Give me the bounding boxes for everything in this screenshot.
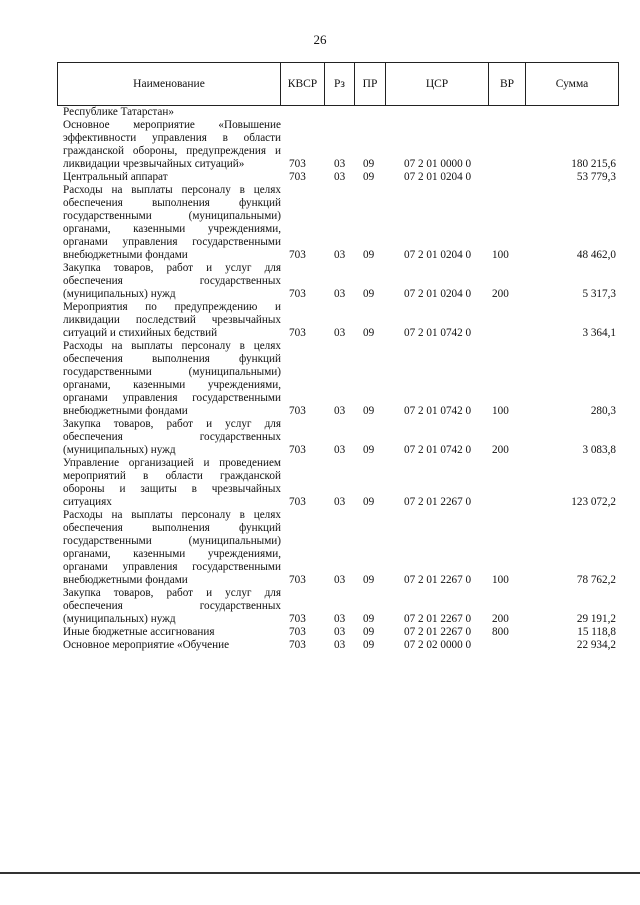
row-kvsr: 703 xyxy=(289,327,306,339)
row-name: Расходы на выплаты персоналу в целях обеспечения выполнения функций государственными (муниципальными) органами, казенными учреждениями, органами управления государственными внебюджетными фондами xyxy=(63,340,281,417)
table-row xyxy=(57,639,618,652)
row-name: Республике Татарстан» xyxy=(63,106,174,118)
row-vr: 100 xyxy=(492,249,509,261)
row-name: Центральный аппарат xyxy=(63,171,168,183)
table-row xyxy=(57,626,618,639)
row-rz: 03 xyxy=(334,405,346,417)
row-name: Расходы на выплаты персоналу в целях обеспечения выполнения функций государственными (муниципальными) органами, казенными учреждениями, органами управления государственными внебюджетными фондами xyxy=(63,509,281,586)
row-kvsr: 703 xyxy=(289,405,306,417)
row-sum: 280,3 xyxy=(590,405,616,417)
table-row xyxy=(57,457,618,509)
row-sum: 3 364,1 xyxy=(582,327,616,339)
row-pr: 09 xyxy=(363,496,375,508)
row-sum: 5 317,3 xyxy=(582,288,616,300)
row-pr: 09 xyxy=(363,574,375,586)
row-name: Закупка товаров, работ и услуг для обеспечения государственных (муниципальных) нужд xyxy=(63,587,281,625)
row-pr: 09 xyxy=(363,405,375,417)
row-csr: 07 2 01 2267 0 xyxy=(404,626,472,638)
row-rz: 03 xyxy=(334,496,346,508)
row-kvsr: 703 xyxy=(289,613,306,625)
table-body xyxy=(57,106,618,652)
header-sum: Сумма xyxy=(526,63,619,106)
row-pr: 09 xyxy=(363,171,375,183)
row-pr: 09 xyxy=(363,639,375,651)
row-csr: 07 2 01 0742 0 xyxy=(404,444,472,456)
row-csr: 07 2 01 0742 0 xyxy=(404,327,472,339)
row-vr: 200 xyxy=(492,613,509,625)
table-row xyxy=(57,184,618,262)
row-vr: 100 xyxy=(492,405,509,417)
header-rz: Рз xyxy=(325,63,355,106)
header-name: Наименование xyxy=(58,63,281,106)
table-row xyxy=(57,340,618,418)
table-row xyxy=(57,587,618,626)
row-name: Закупка товаров, работ и услуг для обеспечения государственных (муниципальных) нужд xyxy=(63,262,281,300)
row-sum: 123 072,2 xyxy=(571,496,616,508)
row-rz: 03 xyxy=(334,626,346,638)
header-pr: ПР xyxy=(355,63,386,106)
row-rz: 03 xyxy=(334,171,346,183)
row-name: Управление организацией и проведением мероприятий в области гражданской обороны и защиты в чрезвычайных ситуациях xyxy=(63,457,281,508)
table-row xyxy=(57,119,618,171)
table-row xyxy=(57,262,618,301)
row-pr: 09 xyxy=(363,327,375,339)
row-csr: 07 2 01 0000 0 xyxy=(404,158,472,170)
row-csr: 07 2 01 2267 0 xyxy=(404,574,472,586)
row-sum: 48 462,0 xyxy=(576,249,616,261)
row-sum: 15 118,8 xyxy=(577,626,616,638)
row-kvsr: 703 xyxy=(289,444,306,456)
row-kvsr: 703 xyxy=(289,574,306,586)
table-row xyxy=(57,106,618,119)
page-number: 26 xyxy=(313,32,327,47)
row-name: Иные бюджетные ассигнования xyxy=(63,626,215,638)
row-pr: 09 xyxy=(363,249,375,261)
row-name: Основное мероприятие «Обучение xyxy=(63,639,230,651)
row-vr: 200 xyxy=(492,288,509,300)
header-csr: ЦСР xyxy=(386,63,489,106)
row-rz: 03 xyxy=(334,444,346,456)
row-kvsr: 703 xyxy=(289,496,306,508)
row-csr: 07 2 01 0204 0 xyxy=(404,249,472,261)
row-sum: 53 779,3 xyxy=(576,171,616,183)
row-rz: 03 xyxy=(334,327,346,339)
header-kvsr: КВСР xyxy=(281,63,325,106)
row-pr: 09 xyxy=(363,444,375,456)
row-csr: 07 2 01 2267 0 xyxy=(404,613,472,625)
row-rz: 03 xyxy=(334,288,346,300)
row-name: Закупка товаров, работ и услуг для обеспечения государственных (муниципальных) нужд xyxy=(63,418,281,456)
row-sum: 180 215,6 xyxy=(571,158,616,170)
row-rz: 03 xyxy=(334,613,346,625)
row-csr: 07 2 01 2267 0 xyxy=(404,496,472,508)
row-sum: 3 083,8 xyxy=(582,444,616,456)
row-kvsr: 703 xyxy=(289,171,306,183)
row-kvsr: 703 xyxy=(289,158,306,170)
table-row xyxy=(57,171,618,184)
row-vr: 100 xyxy=(492,574,509,586)
row-pr: 09 xyxy=(363,626,375,638)
scan-edge-line xyxy=(0,872,640,874)
row-pr: 09 xyxy=(363,613,375,625)
row-csr: 07 2 02 0000 0 xyxy=(404,639,472,651)
row-csr: 07 2 01 0204 0 xyxy=(404,171,472,183)
row-pr: 09 xyxy=(363,288,375,300)
row-rz: 03 xyxy=(334,574,346,586)
row-sum: 22 934,2 xyxy=(576,639,616,651)
row-kvsr: 703 xyxy=(289,639,306,651)
row-vr: 800 xyxy=(492,626,509,638)
row-rz: 03 xyxy=(334,158,346,170)
row-sum: 78 762,2 xyxy=(576,574,616,586)
table-row xyxy=(57,509,618,587)
row-sum: 29 191,2 xyxy=(576,613,616,625)
row-csr: 07 2 01 0204 0 xyxy=(404,288,472,300)
row-kvsr: 703 xyxy=(289,288,306,300)
row-rz: 03 xyxy=(334,249,346,261)
table-row xyxy=(57,418,618,457)
row-csr: 07 2 01 0742 0 xyxy=(404,405,472,417)
row-name: Расходы на выплаты персоналу в целях обеспечения выполнения функций государственными (муниципальными) органами, казенными учреждениями, органами управления государственными внебюджетными фондами xyxy=(63,184,281,261)
row-pr: 09 xyxy=(363,158,375,170)
row-rz: 03 xyxy=(334,639,346,651)
row-kvsr: 703 xyxy=(289,249,306,261)
table-row xyxy=(57,301,618,340)
table-header xyxy=(57,62,619,106)
header-vr: ВР xyxy=(489,63,526,106)
row-name: Основное мероприятие «Повышение эффективности управления в области гражданской обороны, предупреждения и ликвидации чрезвычайных ситуаций» xyxy=(63,119,281,170)
row-name: Мероприятия по предупреждению и ликвидации последствий чрезвычайных ситуаций и стихийных бедствий xyxy=(63,301,281,339)
row-kvsr: 703 xyxy=(289,626,306,638)
row-vr: 200 xyxy=(492,444,509,456)
